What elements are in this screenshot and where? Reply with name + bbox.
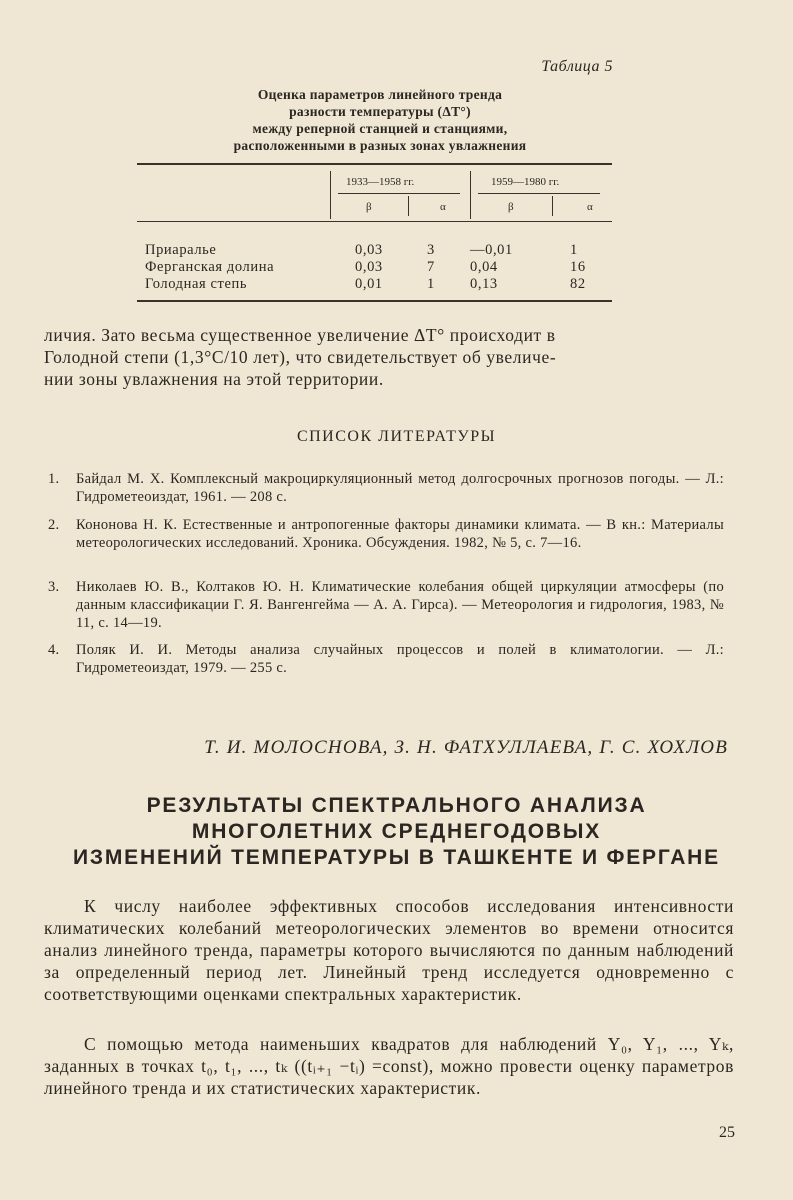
table-bottom-rule xyxy=(137,300,612,302)
period-header: 1933—1958 гг. xyxy=(346,176,415,188)
article-paragraph: К числу наиболее эффективных способов исследования интенсивности климатических колебаний метеорологических элементов во времени относится анализ линейного тренда, параметры которого вычисляются по данным наблюдений за определенный период лет. Линейный тренд исследуется одновременно с соответствующими оценками спектральных характеристик. xyxy=(44,896,734,1004)
reference-text: Кононова Н. К. Естественные и антропогенные факторы динамики климата. — В кн.: Материалы метеорологических исследований. Хроника. Обсуждения. 1982, № 5, с. 7—16. xyxy=(76,517,724,551)
cell-value: —0,01 xyxy=(470,242,513,258)
row-name: Ферганская долина xyxy=(145,259,275,275)
cell-value: 1 xyxy=(570,242,578,258)
reference-number: 3. xyxy=(48,579,60,595)
subheader-divider xyxy=(552,196,553,216)
reference-number: 2. xyxy=(48,517,60,533)
row-name: Голодная степь xyxy=(145,276,248,292)
table-divider xyxy=(330,171,331,219)
table-row xyxy=(145,259,605,276)
continuation-text xyxy=(44,324,734,390)
cell-value: 0,01 xyxy=(355,276,383,292)
cell-value: 82 xyxy=(570,276,586,292)
caption-line: между реперной станцией и станциями, xyxy=(252,121,508,136)
title-line: ИЗМЕНЕНИЙ ТЕМПЕРАТУРЫ В ТАШКЕНТЕ И ФЕРГАНЕ xyxy=(73,846,720,869)
table-caption xyxy=(150,86,610,154)
header-rule xyxy=(338,193,460,194)
text-line: Голодной степи (1,3°С/10 лет), что свидетельствует об увеличе- xyxy=(44,347,557,367)
reference-text: Поляк И. И. Методы анализа случайных процессов и полей в климатологии. — Л.: Гидрометеоиздат, 1979. — 255 с. xyxy=(76,642,724,676)
text-line: личия. Зато весьма существенное увеличение ΔT° происходит в xyxy=(44,325,556,345)
reference-item xyxy=(48,578,724,632)
period-header: 1959—1980 гг. xyxy=(491,176,560,188)
caption-line: расположенными в разных зонах увлажнения xyxy=(233,138,527,153)
title-line: РЕЗУЛЬТАТЫ СПЕКТРАЛЬНОГО АНАЛИЗА xyxy=(146,794,647,817)
param-header: β xyxy=(366,201,372,213)
param-header: α xyxy=(587,201,593,213)
cell-value: 0,03 xyxy=(355,242,383,258)
subheader-divider xyxy=(408,196,409,216)
cell-value: 0,03 xyxy=(355,259,383,275)
article-paragraph: С помощью метода наименьших квадратов для наблюдений Y₀, Y₁, ..., Yₖ, заданных в точках t₀, t₁, ..., tₖ ((tᵢ₊₁ −tᵢ) =const), можно провести оценку параметров линейного тренда и их статистических характеристик. xyxy=(44,1034,734,1098)
caption-line: разности температуры (ΔT°) xyxy=(289,104,471,119)
cell-value: 1 xyxy=(427,276,435,292)
table-divider xyxy=(470,171,471,219)
reference-text: Николаев Ю. В., Колтаков Ю. Н. Климатические колебания общей циркуляции атмосферы (по данным классификации Г. Я. Вангенгейма — А. А. Гирса). — Метеорология и гидрология, 1983, № 11, с. 14—19. xyxy=(76,579,724,631)
param-header: β xyxy=(508,201,514,213)
text-line: нии зоны увлажнения на этой территории. xyxy=(44,369,384,389)
table-row xyxy=(145,276,605,293)
reference-item xyxy=(48,516,724,552)
article-title xyxy=(0,793,793,871)
reference-number: 1. xyxy=(48,471,60,487)
table-header-rule xyxy=(137,221,612,222)
cell-value: 7 xyxy=(427,259,435,275)
cell-value: 16 xyxy=(570,259,586,275)
cell-value: 0,13 xyxy=(470,276,498,292)
table-top-rule xyxy=(137,163,612,165)
table-label: Таблица 5 xyxy=(541,58,613,75)
caption-line: Оценка параметров линейного тренда xyxy=(257,87,503,102)
reference-item xyxy=(48,641,724,677)
param-header: α xyxy=(440,201,446,213)
title-line: МНОГОЛЕТНИХ СРЕДНЕГОДОВЫХ xyxy=(191,820,602,843)
reference-text: Байдал М. Х. Комплексный макроциркуляционный метод долгосрочных прогнозов погоды. — Л.: Гидрометеоиздат, 1961. — 208 с. xyxy=(76,471,724,505)
row-name: Приаралье xyxy=(145,242,217,258)
cell-value: 3 xyxy=(427,242,435,258)
cell-value: 0,04 xyxy=(470,259,498,275)
header-rule xyxy=(478,193,600,194)
article-authors: Т. И. МОЛОСНОВА, З. Н. ФАТХУЛЛАЕВА, Г. С. ХОХЛОВ xyxy=(204,737,728,758)
page-number: 25 xyxy=(719,1124,735,1141)
reference-item xyxy=(48,470,724,506)
reference-number: 4. xyxy=(48,642,60,658)
table-row xyxy=(145,242,605,259)
references-title: СПИСОК ЛИТЕРАТУРЫ xyxy=(296,428,497,445)
